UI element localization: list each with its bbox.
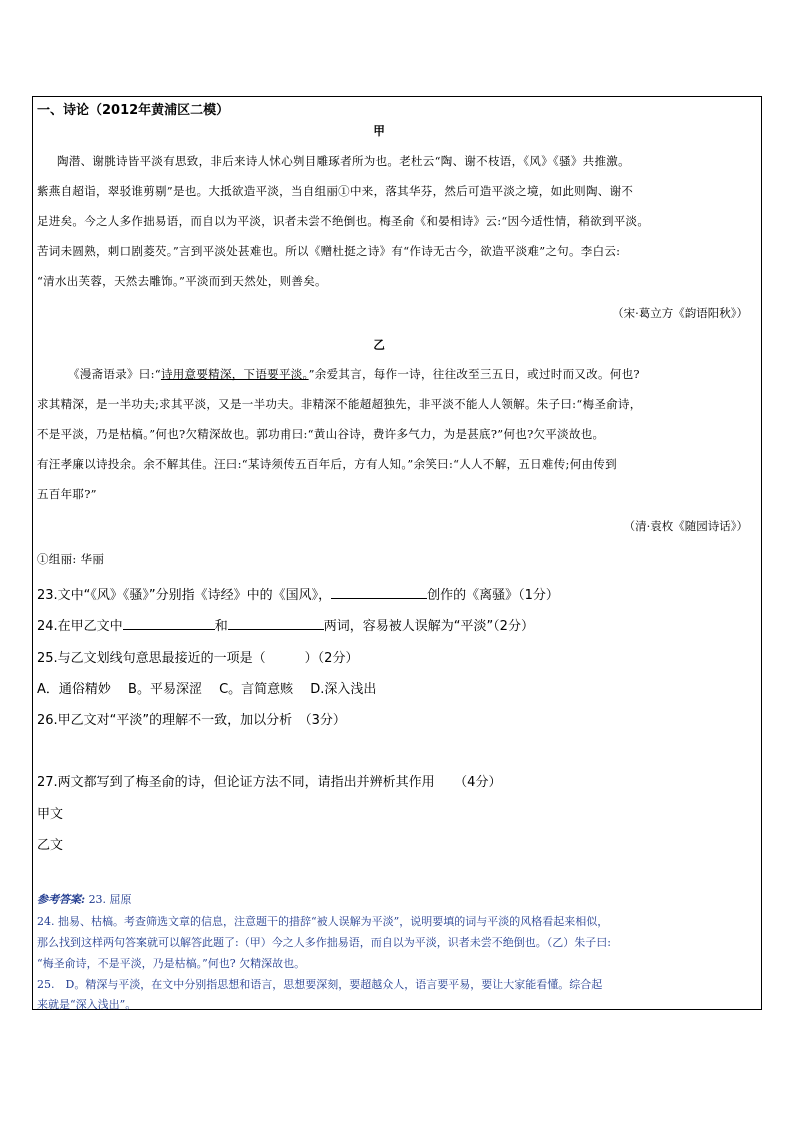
text-b-line-3: 不是平淡，乃是枯槁。”何也?欠精深故也。郭功甫曰:“黄山谷诗，费许多气力，为是甚底?”何也?欠平淡故也。 <box>37 427 605 441</box>
question-23-suffix: 创作的《离骚》（1分） <box>427 588 559 603</box>
question-27-part-a: 甲文 <box>37 807 64 822</box>
text-a-line-2: 紫燕自超诣，翠驳谁剪剔”是也。大抵欲造平淡，当自组丽①中来，落其华芬，然后可造平淡之境，如此则陶、谢不 <box>37 184 634 198</box>
question-25-options: A．通俗精妙 B。平易深涩 C。言简意赅 D.深入浅出 <box>37 682 377 697</box>
text-b-line-4: 有汪孝廉以诗投余。余不解其佳。汪曰:“某诗须传五百年后，方有人知。”余笑曰:“人人不解，五日难传;何由传到 <box>37 457 617 471</box>
answer-24-line-1: 24. 拙易、枯槁。考查筛选文章的信息，注意题干的措辞“被人误解为平淡”，说明要填的词与平淡的风格看起来相似， <box>37 915 609 928</box>
answer-25-line-1: 25. D。精深与平淡，在文中分别指思想和语言，思想要深刻，要超越众人，语言要平易，要让大家能看懂。综合起 <box>37 978 603 991</box>
answer-25-line-2: 来就是“深入浅出”。 <box>37 998 137 1011</box>
section-title: 一、诗论（2012年黄浦区二模） <box>37 103 230 118</box>
answer-blank-23[interactable] <box>331 586 427 599</box>
question-24-text: 24.在甲乙文中 <box>37 619 123 634</box>
question-23 <box>37 584 559 603</box>
text-a-heading: 甲 <box>373 124 385 138</box>
question-25: 25.与乙文划线句意思最接近的一项是（ ）（2分） <box>37 651 359 666</box>
question-23-text: 23.文中“《风》《骚》”分别指《诗经》中的《国风》， <box>37 588 332 603</box>
text-a-line-5: “清水出芙蓉，天然去雕饰。”平淡而到天然处，则善矣。 <box>37 274 327 288</box>
text-b-heading: 乙 <box>373 338 385 352</box>
text-a-source: （宋·葛立方《韵语阳秋》） <box>612 306 748 320</box>
question-26: 26.甲乙文对“平淡”的理解不一致，加以分析 （3分） <box>37 713 346 728</box>
text-b-line-1 <box>68 366 640 382</box>
question-24-mid: 和 <box>214 619 228 634</box>
text-b-source: （清·袁枚《随园诗话》） <box>623 519 748 533</box>
answer-24-line-2: 那么找到这样两句答案就可以解答此题了:（甲）今之人多作拙易语，而自以为平淡，识者未尝不绝倒也。（乙）朱子曰: <box>37 936 611 949</box>
text-a-line-1: 陶潜、谢朓诗皆平淡有思致，非后来诗人怵心刿目雕琢者所为也。老杜云“陶、谢不枝语，《风》《骚》共推激。 <box>57 154 630 168</box>
text-b-line-1-post: ”余爱其言，每作一诗，往往改至三五日，或过时而又改。何也? <box>308 367 640 381</box>
question-24 <box>37 615 534 634</box>
text-b-line-1-pre: 《漫斋语录》曰:“ <box>68 367 161 381</box>
footnote: ①组丽: 华丽 <box>37 552 105 566</box>
text-b-line-2: 求其精深，是一半功夫;求其平淡，又是一半功夫。非精深不能超超独先，非平淡不能人人领解。朱子曰:“梅圣俞诗， <box>37 397 642 411</box>
question-27: 27.两文都写到了梅圣俞的诗，但论证方法不同，请指出并辨析其作用 （4分） <box>37 775 502 790</box>
answer-blank-24-b[interactable] <box>228 617 324 630</box>
answer-key-label: 参考答案: <box>37 893 86 906</box>
answer-23: 23. 屈原 <box>88 893 132 906</box>
text-b-line-5: 五百年耶?” <box>37 487 97 501</box>
page-frame <box>32 96 762 1010</box>
underlined-sentence: 诗用意要精深，下语要平淡。 <box>160 367 309 381</box>
answer-23-line <box>37 891 132 907</box>
answer-24-line-3: “梅圣俞诗，不是平淡，乃是枯槁。”何也? 欠精深故也。 <box>37 957 306 970</box>
text-a-line-4: 苦词未圆熟，刺口剧菱芡。”言到平淡处甚难也。所以《赠杜挺之诗》有“作诗无古今，欲造平淡难”之句。李白云: <box>37 244 621 258</box>
question-24-suffix: 两词，容易被人误解为“平淡”（2分） <box>323 619 534 634</box>
question-27-part-b: 乙文 <box>37 838 64 853</box>
answer-blank-24-a[interactable] <box>123 617 215 630</box>
text-a-line-3: 足进矣。今之人多作拙易语，而自以为平淡，识者未尝不绝倒也。梅圣俞《和晏相诗》云:“因今适性情，稍欲到平淡。 <box>37 214 650 228</box>
